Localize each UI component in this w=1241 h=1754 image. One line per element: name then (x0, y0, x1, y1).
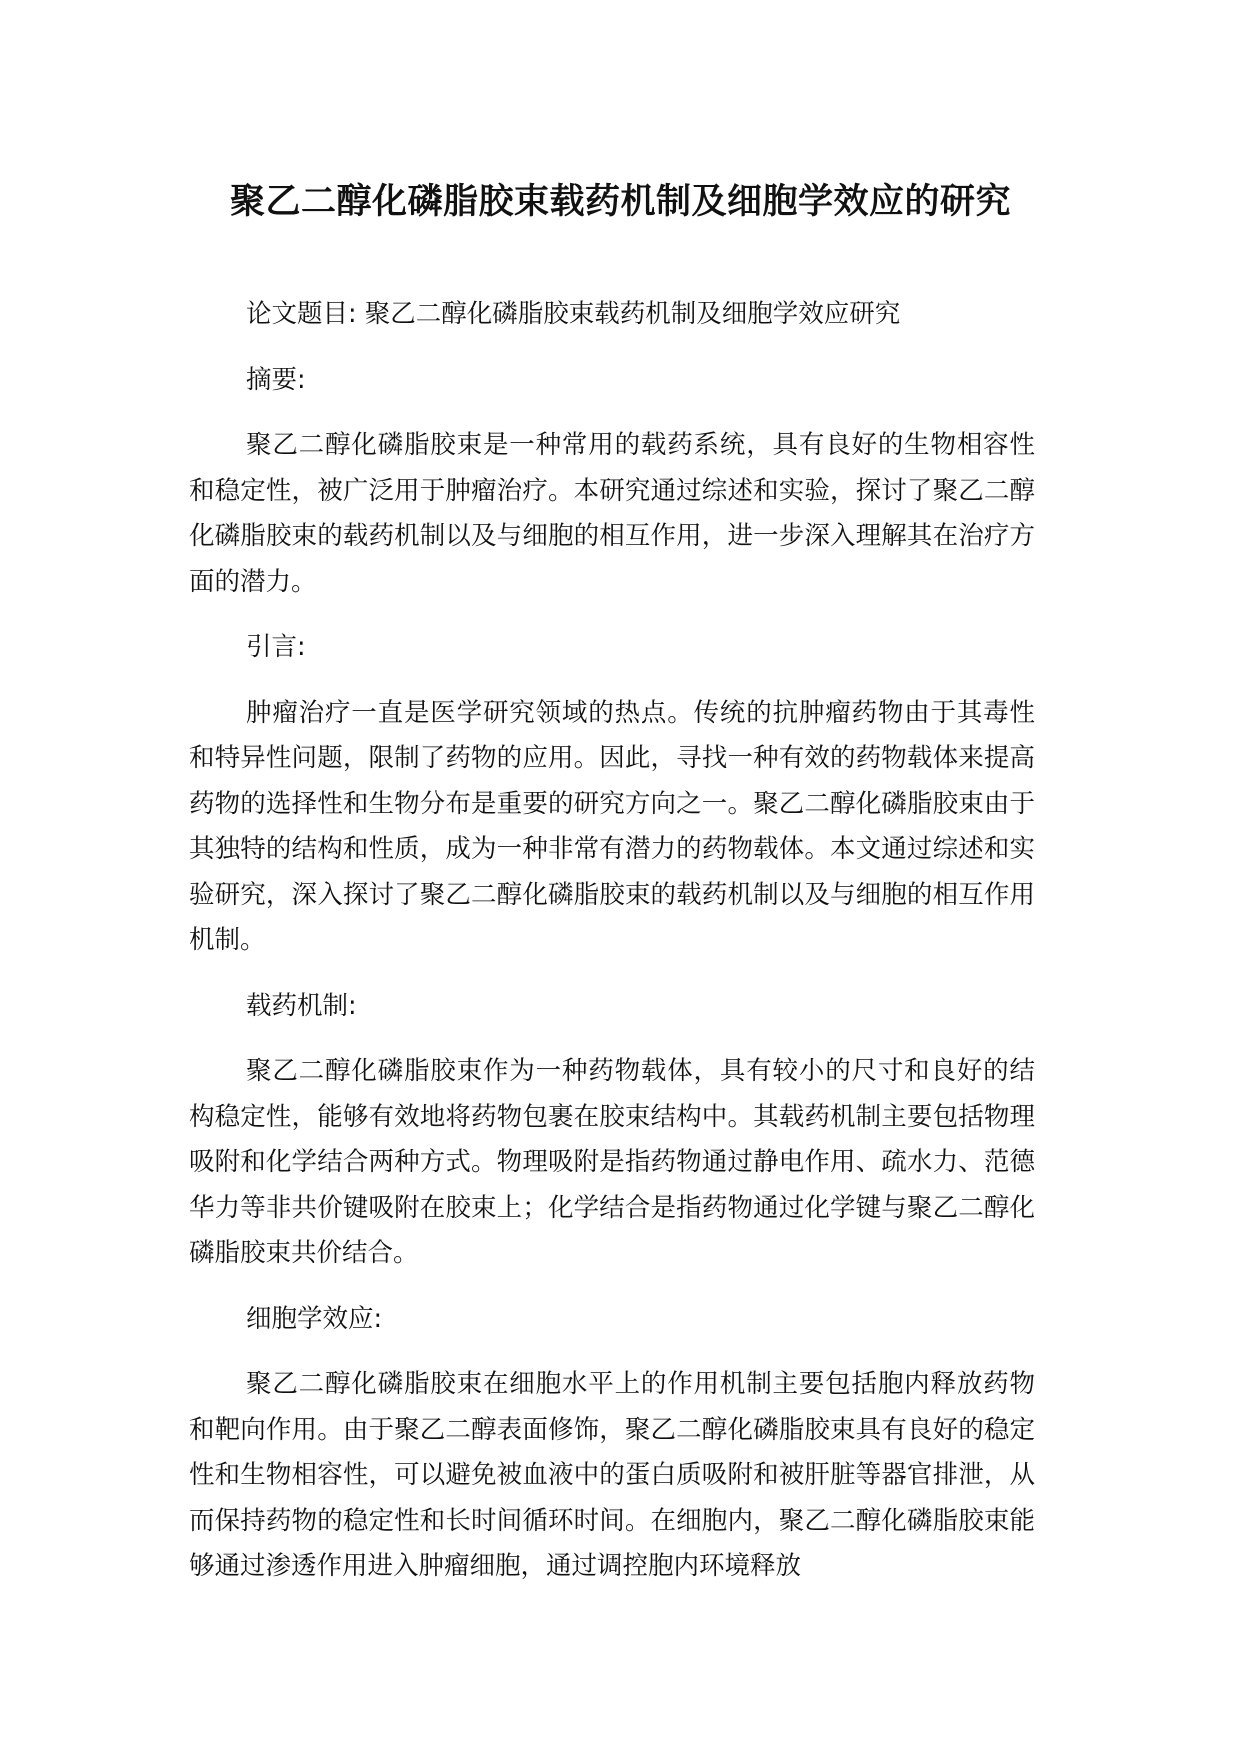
abstract-heading: 摘要: (246, 364, 306, 395)
document-title: 聚乙二醇化磷脂胶束载药机制及细胞学效应的研究 (229, 182, 1011, 222)
cellular-effects-heading: 细胞学效应: (246, 1303, 383, 1334)
introduction-heading: 引言: (246, 632, 306, 662)
cellular-effects-paragraph: 聚乙二醇化磷脂胶束在细胞水平上的作用机制主要包括胞内释放药物和靶向作用。由于聚乙二醇表面修饰，聚乙二醇化磷脂胶束具有良好的稳定性和生物相容性，可以避免被血液中的蛋白质吸附和被肝脏等器官排泄，从而保持药物的稳定性和长时间循环时间。在细胞内，聚乙二醇化磷脂胶束能够通过渗透作用进入肿瘤细胞，通过调控胞内环境释放 (189, 1369, 1035, 1581)
thesis-topic: 论文题目: 聚乙二醇化磷脂胶束载药机制及细胞学效应研究 (246, 299, 901, 329)
drug-loading-mechanism-paragraph: 聚乙二醇化磷脂胶束作为一种药物载体，具有较小的尺寸和良好的结构稳定性，能够有效地将药物包裹在胶束结构中。其载药机制主要包括物理吸附和化学结合两种方式。物理吸附是指药物通过静电作用、疏水力、范德华力等非共价键吸附在胶束上；化学结合是指药物通过化学键与聚乙二醇化磷脂胶束共价结合。 (189, 1056, 1035, 1268)
introduction-paragraph: 肿瘤治疗一直是医学研究领域的热点。传统的抗肿瘤药物由于其毒性和特异性问题，限制了药物的应用。因此，寻找一种有效的药物载体来提高药物的选择性和生物分布是重要的研究方向之一。聚乙二醇化磷脂胶束由于其独特的结构和性质，成为一种非常有潜力的药物载体。本文通过综述和实验研究，深入探讨了聚乙二醇化磷脂胶束的载药机制以及与细胞的相互作用机制。 (189, 697, 1035, 955)
drug-loading-mechanism-heading: 载药机制: (246, 990, 357, 1021)
abstract-paragraph: 聚乙二醇化磷脂胶束是一种常用的载药系统，具有良好的生物相容性和稳定性，被广泛用于肿瘤治疗。本研究通过综述和实验，探讨了聚乙二醇化磷脂胶束的载药机制以及与细胞的相互作用，进一步深入理解其在治疗方面的潜力。 (189, 430, 1035, 597)
document-body (189, 292, 1035, 1610)
